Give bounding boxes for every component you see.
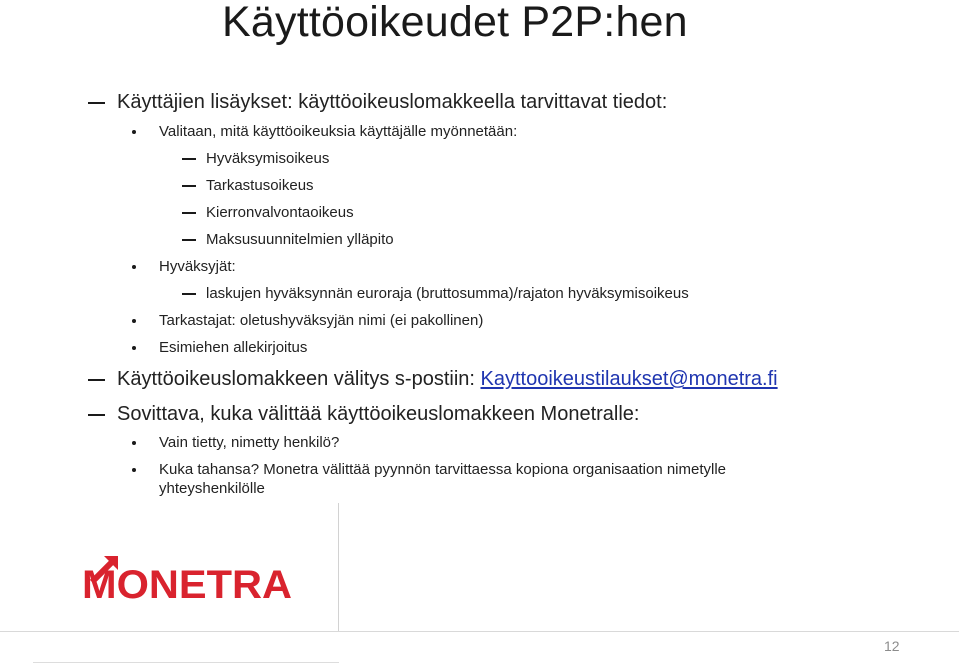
bullet-l3-item xyxy=(182,203,354,222)
email-link[interactable]: Kayttooikeustilaukset@monetra.fi xyxy=(480,368,778,390)
dash-bullet-icon xyxy=(182,185,196,187)
bullet-text: Sovittava, kuka välittää käyttöoikeuslomakkeen Monetralle: xyxy=(117,403,640,425)
bullet-text: Käyttöoikeuslomakkeen välitys s-postiin: xyxy=(117,368,481,390)
bullet-l2-item xyxy=(132,311,483,330)
monetra-logo xyxy=(80,554,294,602)
slide-title: Käyttöoikeudet P2P:hen xyxy=(222,0,688,46)
bullet-text-continued: yhteyshenkilölle xyxy=(159,480,265,497)
dash-bullet-icon xyxy=(88,414,105,416)
bullet-l1-item xyxy=(88,402,640,426)
bullet-l2-item xyxy=(132,122,517,141)
dash-bullet-icon xyxy=(88,379,105,381)
page-number: 12 xyxy=(884,638,900,654)
footer xyxy=(0,631,959,669)
dash-bullet-icon xyxy=(182,158,196,160)
bullet-l3-item xyxy=(182,284,689,303)
bullet-l3-item xyxy=(182,176,314,195)
bullet-text: Valitaan, mitä käyttöoikeuksia käyttäjälle myönnetään: xyxy=(159,123,518,140)
bullet-text: Hyväksymisoikeus xyxy=(206,150,330,167)
bullet-text: Tarkastusoikeus xyxy=(206,177,314,194)
bullet-l3-item xyxy=(182,149,329,168)
bullet-l2-item xyxy=(132,460,726,498)
bullet-text-group xyxy=(117,368,778,390)
logo-wordmark: MONETRA xyxy=(82,563,292,602)
dot-bullet-icon xyxy=(132,265,136,269)
bullet-text: Esimiehen allekirjoitus xyxy=(159,339,308,356)
footer-divider xyxy=(33,662,339,663)
bullet-l2-item xyxy=(132,433,339,452)
dot-bullet-icon xyxy=(132,319,136,323)
bullet-l1-item xyxy=(88,90,667,114)
bullet-text: Maksusuunnitelmien ylläpito xyxy=(206,231,394,248)
dot-bullet-icon xyxy=(132,346,136,350)
bullet-l3-item xyxy=(182,230,394,249)
dot-bullet-icon xyxy=(132,130,136,134)
bullet-text: Kuka tahansa? Monetra välittää pyynnön tarvittaessa kopiona organisaation nimetylle xyxy=(159,461,727,478)
bullet-text: Käyttäjien lisäykset: käyttöoikeuslomakkeella tarvittavat tiedot: xyxy=(117,91,668,113)
bullet-text: laskujen hyväksynnän euroraja (bruttosumma)/rajaton hyväksymisoikeus xyxy=(206,285,689,302)
bullet-l2-item xyxy=(132,257,236,276)
bullet-text: Hyväksyjät: xyxy=(159,258,236,275)
bullet-l2-item xyxy=(132,338,307,357)
dot-bullet-icon xyxy=(132,468,136,472)
dash-bullet-icon xyxy=(182,293,196,295)
dash-bullet-icon xyxy=(88,102,105,104)
bullet-text: Vain tietty, nimetty henkilö? xyxy=(159,434,340,451)
dash-bullet-icon xyxy=(182,212,196,214)
bullet-text: Kierronvalvontaoikeus xyxy=(206,204,354,221)
bullet-text: Tarkastajat: oletushyväksyjän nimi (ei pakollinen) xyxy=(159,312,484,329)
dot-bullet-icon xyxy=(132,441,136,445)
dash-bullet-icon xyxy=(182,239,196,241)
bullet-l1-item xyxy=(88,367,778,391)
